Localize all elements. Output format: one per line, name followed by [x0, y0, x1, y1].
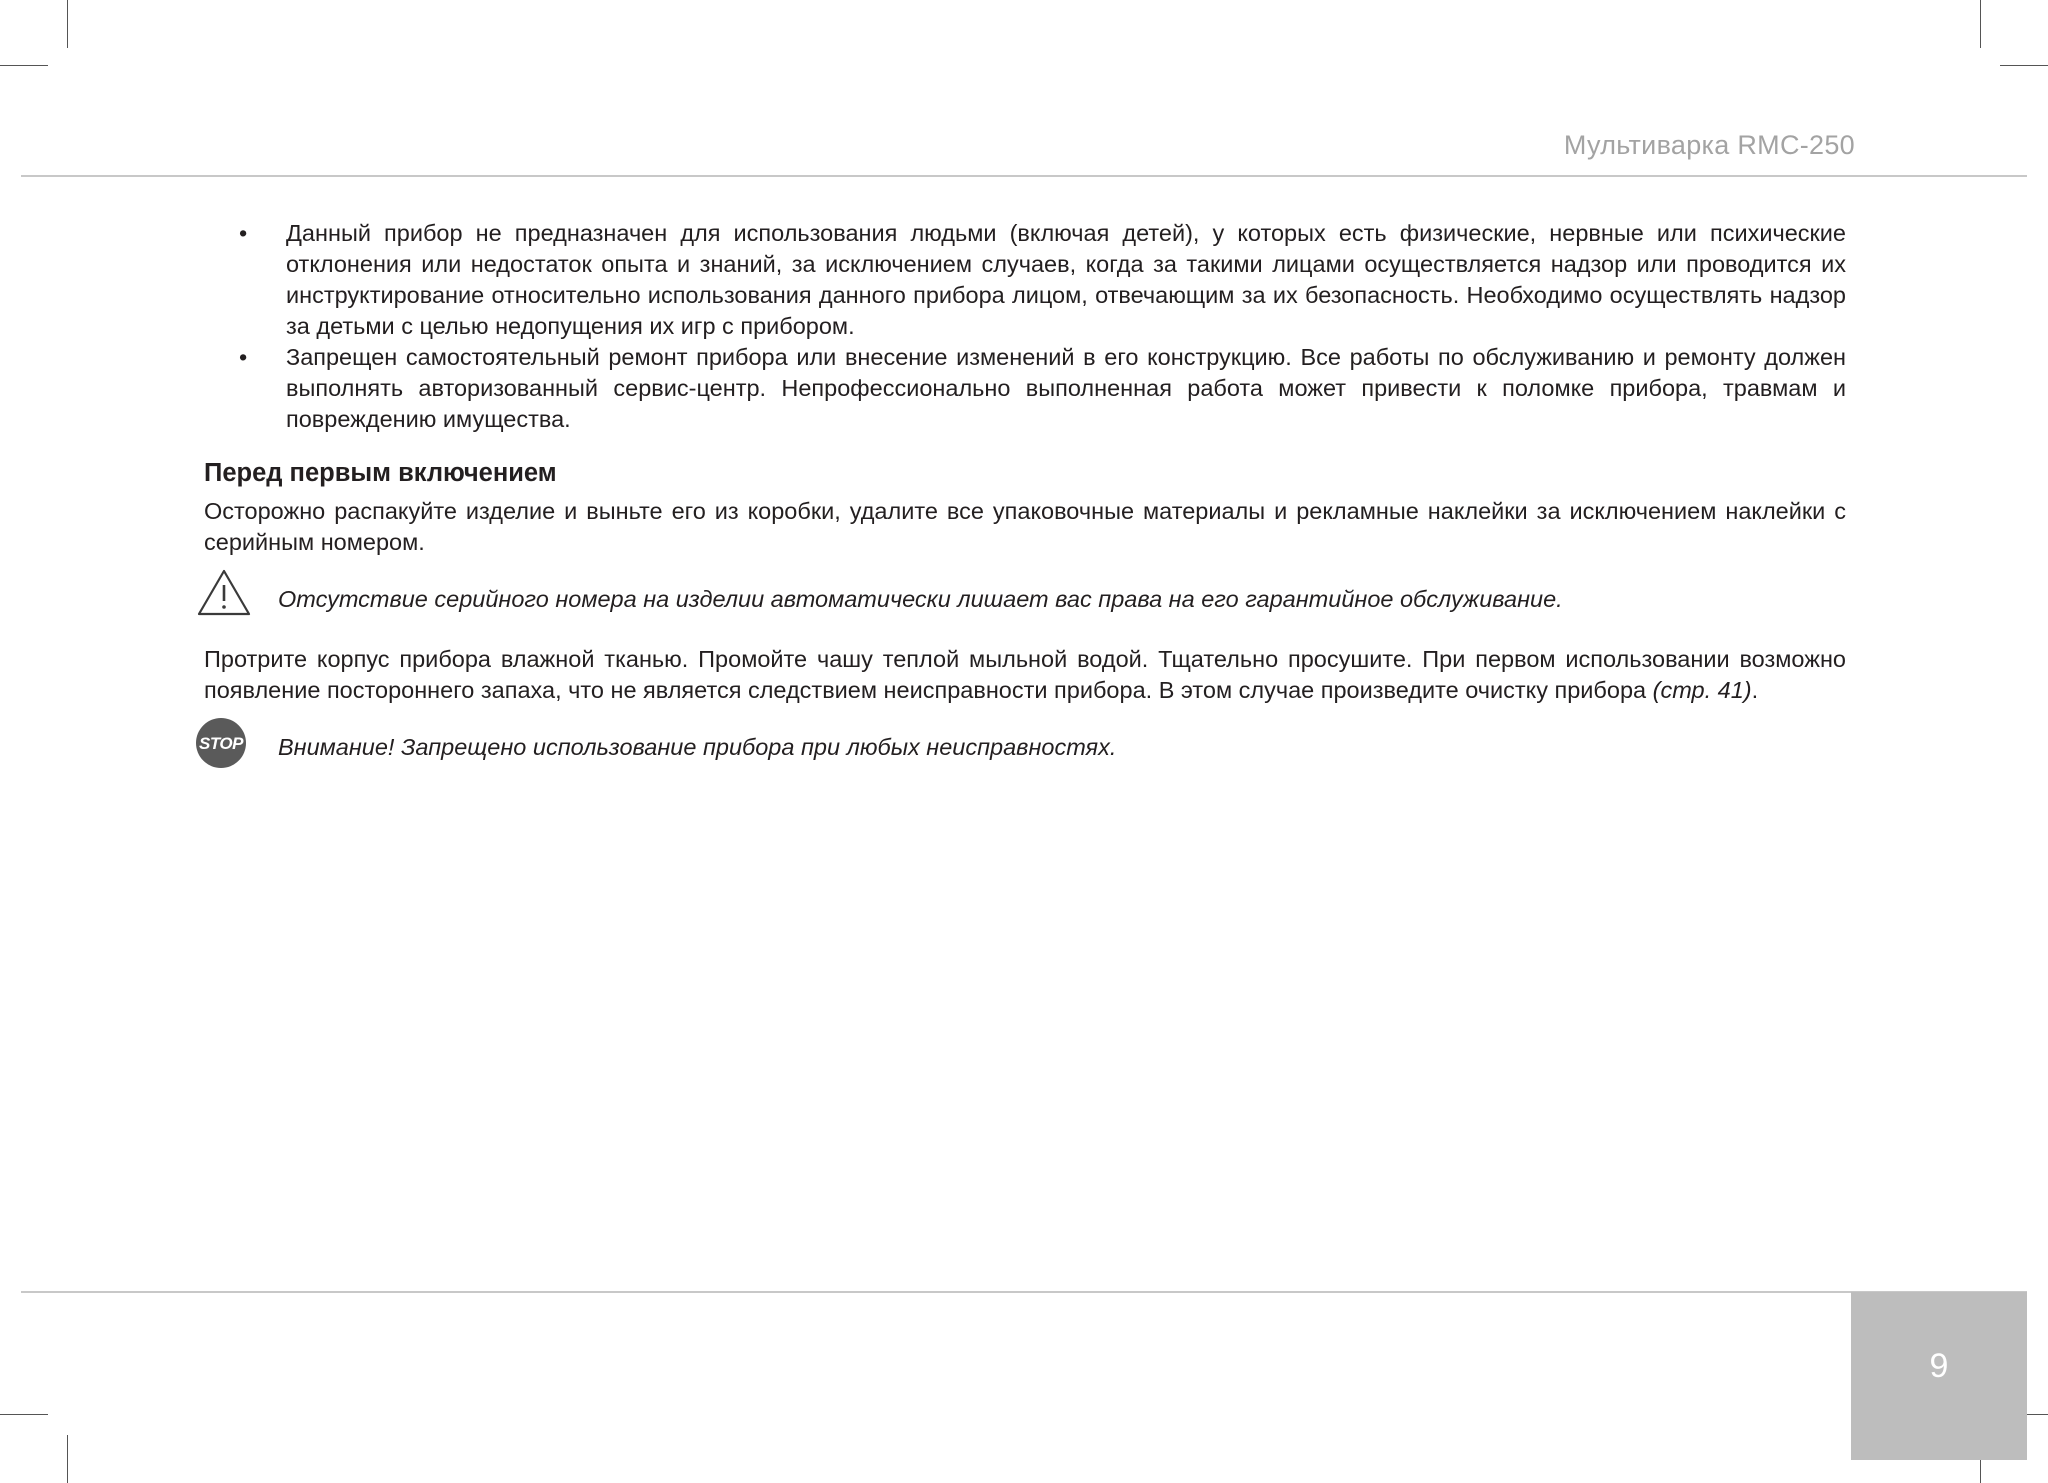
warning-note: [204, 582, 1846, 622]
warning-triangle-icon: [196, 568, 252, 626]
list-item-text: Запрещен самостоятельный ремонт прибора или внесение изменений в его конструкцию. Все работы по обслуживанию и ремонту должен выполнять авторизованный сервис-центр. Непрофессионально выполненная работа может привести к поломке прибора, травмам и повреждению имущества.: [286, 344, 1846, 432]
cleaning-text: Протрите корпус прибора влажной тканью. Промойте чашу теплой мыльной водой. Тщательно просушите. При первом использовании возможно появление постороннего запаха, что не является следствием неисправности прибора. В этом случае произведите очистку прибора: [204, 646, 1846, 703]
running-header: Мультиварка RMC-250: [1563, 130, 1855, 160]
cleaning-paragraph: [204, 644, 1846, 706]
crop-mark: [1980, 0, 1981, 48]
footer-rule: [21, 1291, 2027, 1293]
page-number: 9: [1851, 1292, 2027, 1460]
section-heading: Перед первым включением: [204, 459, 557, 487]
unpacking-paragraph: Осторожно распакуйте изделие и выньте его из коробки, удалите все упаковочные материалы и рекламные наклейки за исключением наклейки с серийным номером.: [204, 498, 1846, 555]
warning-note-text: Отсутствие серийного номера на изделии автоматически лишает вас права на его гарантийное обслуживание.: [278, 586, 1563, 612]
stop-note: [199, 730, 1846, 770]
stop-label: STOP: [196, 718, 246, 768]
list-item: [204, 218, 1846, 342]
page-content: [199, 218, 1846, 792]
bullet-marker: •: [239, 344, 248, 370]
crop-mark: [2000, 65, 2048, 66]
crop-mark: [67, 0, 68, 48]
bullet-marker: •: [239, 220, 248, 246]
cleaning-end: .: [1751, 677, 1759, 703]
stop-icon: [196, 718, 246, 768]
crop-mark: [0, 1414, 48, 1415]
header-rule: [21, 175, 2027, 177]
list-item: [204, 342, 1846, 435]
list-item-text: Данный прибор не предназначен для использования людьми (включая детей), у которых есть физические, нервные или психические отклонения или недостаток опыта и знаний, за исключением случаев, когда за такими лицами осуществляется надзор или проводится их инструктирование относительно использования данного прибора лицом, отвечающим за их безопасность. Необходимо осуществлять надзор за детьми с целью недопущения их игр с прибором.: [286, 220, 1846, 339]
crop-mark: [67, 1435, 68, 1483]
crop-mark: [0, 65, 48, 66]
safety-list: [204, 218, 1846, 435]
stop-note-text: Внимание! Запрещено использование прибора при любых неисправностях.: [278, 734, 1117, 760]
page-reference: (стр. 41): [1652, 677, 1752, 703]
